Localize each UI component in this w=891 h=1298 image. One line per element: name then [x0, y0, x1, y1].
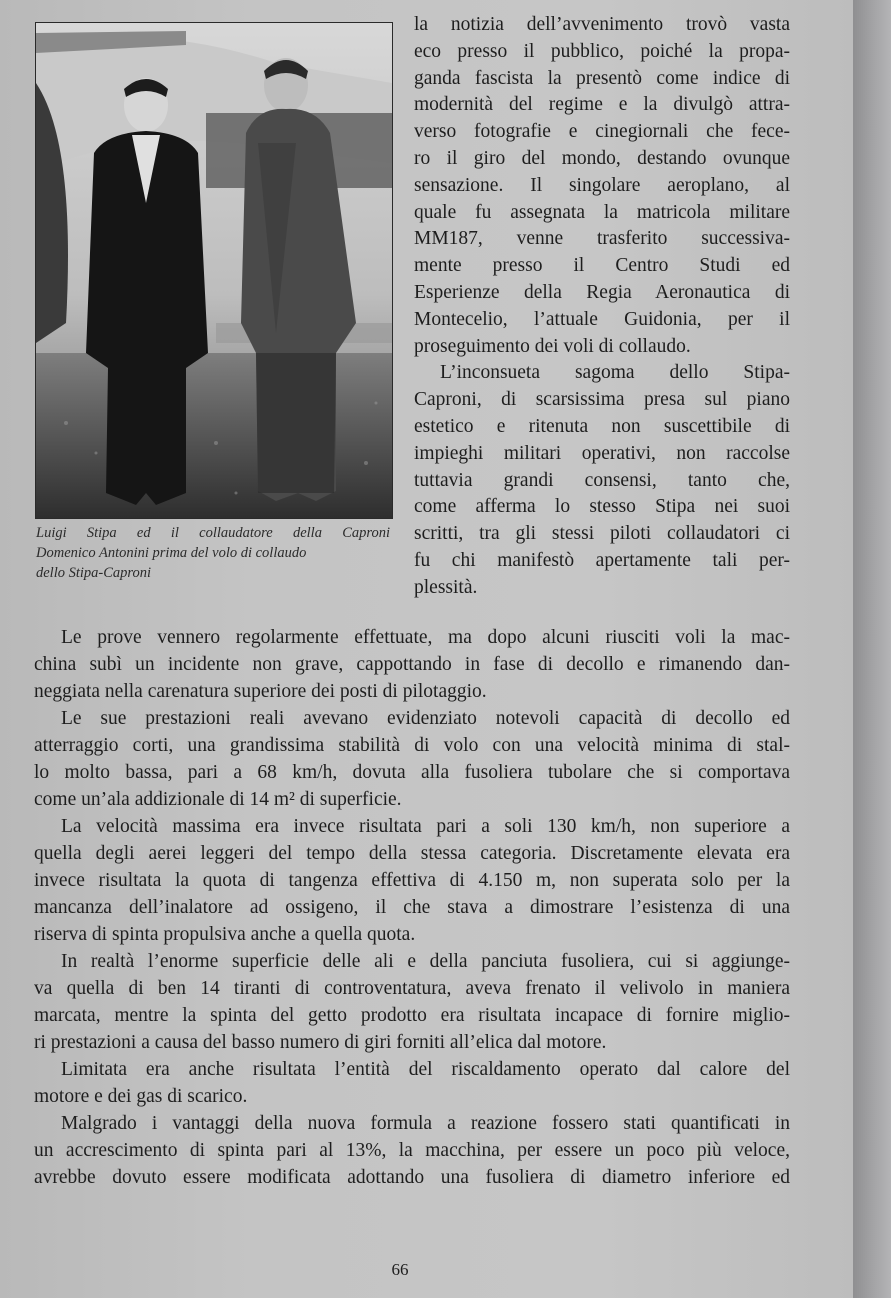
- page-number: 66: [391, 1260, 409, 1279]
- text-line: mente presso il Centro Studi ed: [414, 255, 790, 277]
- text-line: Caproni, di scarsissima presa sul piano: [414, 389, 790, 411]
- text-line: Limitata era anche risultata l’entità del riscaldamento operato dal calore del: [61, 1059, 790, 1080]
- text-line: come un’ala addizionale di 14 m² di superficie.: [34, 789, 402, 810]
- adjacent-page-edge: [853, 0, 891, 1298]
- text-line: eco presso il pubblico, poiché la propa-: [414, 40, 790, 62]
- text-line: Le sue prestazioni reali avevano evidenziato notevoli capacità di decollo ed: [61, 708, 790, 729]
- caption-line: Domenico Antonini prima del volo di collaudo: [36, 545, 307, 561]
- text-line: lo molto bassa, pari a 68 km/h, dovuta alla fusoliera tubolare che si comportava: [34, 762, 790, 783]
- caption-line: Luigi Stipa ed il collaudatore della Caproni: [36, 525, 390, 541]
- text-line: ri prestazioni a causa del basso numero di giri forniti all’elica dal motore.: [34, 1032, 607, 1053]
- historical-photograph: [35, 22, 393, 519]
- text-line: sensazione. Il singolare aeroplano, al: [414, 174, 790, 196]
- text-line: un accrescimento di spinta pari al 13%, la macchina, per essere un poco più veloce,: [34, 1140, 790, 1161]
- text-line: la notizia dell’avvenimento trovò vasta: [414, 14, 790, 35]
- text-line: estetico e ritenuta non suscettibile di: [414, 415, 790, 437]
- text-line: verso fotografie e cinegiornali che fece-: [414, 121, 790, 143]
- text-line: va quella di ben 14 tiranti di controventatura, aveva frenato il velivolo in maniera: [34, 978, 790, 999]
- text-line: impieghi militari operativi, non raccolse: [414, 442, 790, 464]
- text-line: invece risultata la quota di tangenza effettiva di 4.150 m, non superata solo per la: [34, 870, 790, 891]
- text-line: motore e dei gas di scarico.: [34, 1086, 248, 1107]
- text-line: fu chi manifestò apertamente tali per-: [414, 549, 790, 571]
- text-line: ro il giro del mondo, destando ovunque: [414, 147, 790, 169]
- text-line: Le prove vennero regolarmente effettuate, ma dopo alcuni riusciti voli la mac-: [61, 627, 790, 648]
- text-line: atterraggio corti, una grandissima stabilità di volo con una velocità minima di stal-: [34, 735, 790, 756]
- text-line: proseguimento dei voli di collaudo.: [414, 335, 691, 357]
- text-line: come afferma lo stesso Stipa nei suoi: [414, 496, 790, 518]
- right-column-text: [414, 12, 790, 602]
- text-line: marcata, mentre la spinta del getto prodotto era risultata incapace di fornire miglio-: [34, 1005, 790, 1026]
- text-line: La velocità massima era invece risultata pari a soli 130 km/h, non superiore a: [61, 816, 790, 837]
- text-line: china subì un incidente non grave, cappottando in fase di decollo e rimanendo dan-: [34, 654, 790, 675]
- text-line: avrebbe dovuto essere modificata adottando una fusoliera di diametro inferiore ed: [34, 1167, 790, 1188]
- text-line: MM187, venne trasferito successiva-: [414, 228, 790, 250]
- text-line: quella degli aerei leggeri del tempo della stessa categoria. Discretamente elevata era: [34, 843, 790, 864]
- caption-line: dello Stipa-Caproni: [36, 565, 152, 581]
- text-line: Malgrado i vantaggi della nuova formula a reazione fossero stati quantificati in: [61, 1113, 790, 1134]
- main-body-text: [34, 624, 790, 1191]
- text-line: modernità del regime e la divulgò attra-: [414, 94, 790, 116]
- text-line: plessità.: [414, 576, 478, 598]
- text-line: ganda fascista la presentò come indice di: [414, 67, 790, 89]
- text-line: mancanza dell’inalatore ad ossigeno, il che stava a dimostrare l’esistenza di una: [34, 897, 790, 918]
- text-line: neggiata nella carenatura superiore dei posti di pilotaggio.: [34, 681, 487, 702]
- text-line: Montecelio, l’attuale Guidonia, per il: [414, 308, 790, 330]
- text-line: In realtà l’enorme superficie delle ali e della panciuta fusoliera, cui si aggiunge-: [61, 951, 790, 972]
- text-line: quale fu assegnata la matricola militare: [414, 201, 790, 223]
- text-line: tuttavia grandi consensi, tanto che,: [414, 469, 790, 491]
- photo-caption: [36, 523, 390, 583]
- photo-illustration: [36, 23, 392, 518]
- text-line: Esperienze della Regia Aeronautica di: [414, 281, 790, 303]
- text-line: riserva di spinta propulsiva anche a quella quota.: [34, 924, 416, 945]
- text-line: L’inconsueta sagoma dello Stipa-: [440, 362, 790, 384]
- text-line: scritti, tra gli stessi piloti collaudatori ci: [414, 523, 790, 545]
